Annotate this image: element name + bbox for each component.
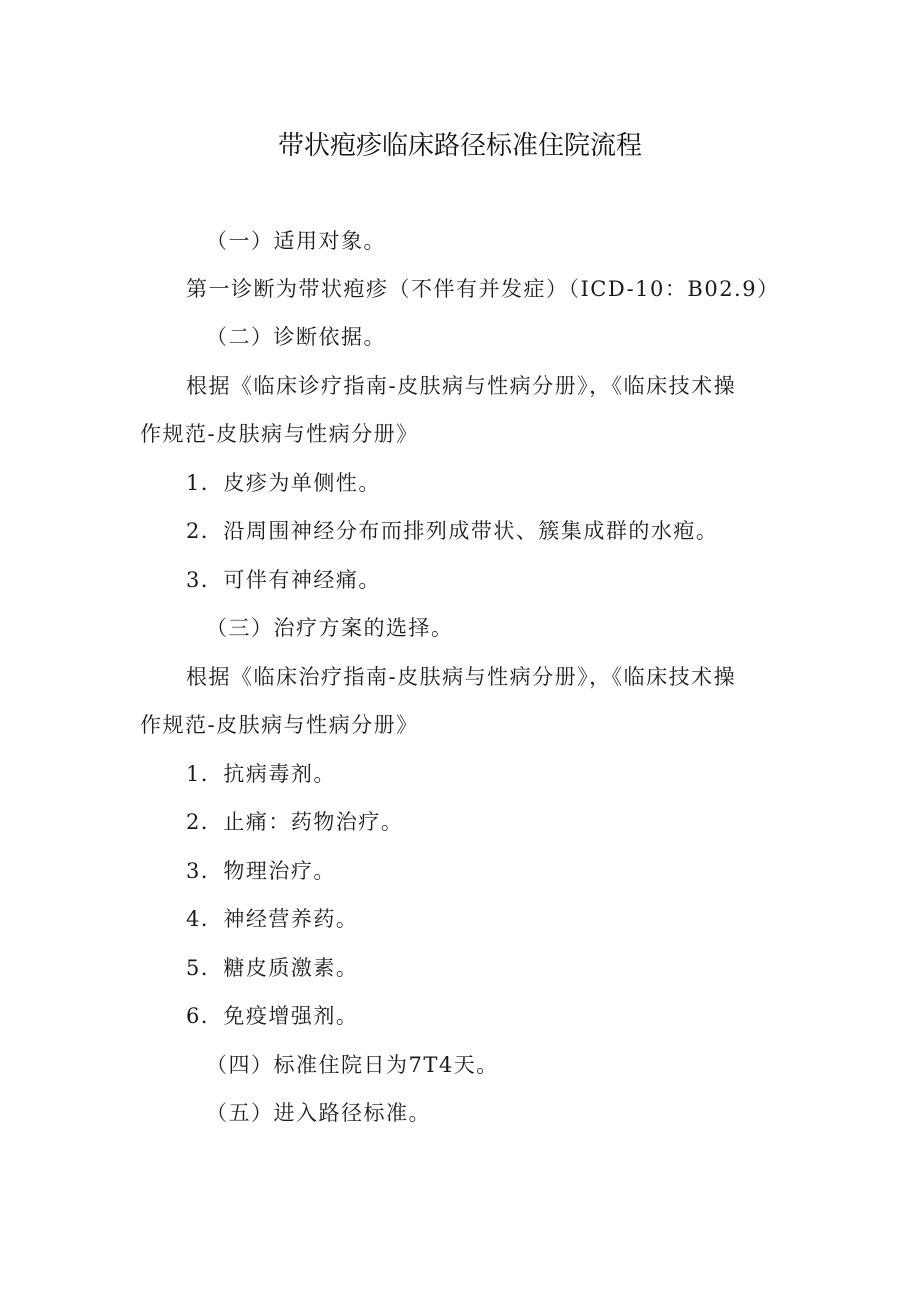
list-item-treatment-6: 6．免疫增强剂。 [186, 1004, 359, 1028]
list-item-diagnosis-2: 2．沿周围神经分布而排列成带状、簇集成群的水疱。 [186, 519, 719, 543]
paragraph-treatment-reference-line1: 根据《临床治疗指南-皮肤病与性病分册》，《临床技术操 [186, 665, 737, 689]
list-item-treatment-5: 5．糖皮质激素。 [186, 956, 359, 980]
list-item-diagnosis-1: 1．皮疹为单侧性。 [186, 471, 381, 495]
list-item-diagnosis-3: 3．可伴有神经痛。 [186, 568, 381, 592]
list-item-treatment-2: 2．止痛：药物治疗。 [186, 810, 404, 834]
paragraph-treatment-reference-line2: 作规范-皮肤病与性病分册》 [140, 713, 419, 737]
list-item-treatment-4: 4．神经营养药。 [186, 907, 359, 931]
section-heading-treatment-choice: （三）治疗方案的选择。 [206, 616, 454, 640]
document-title: 带状疱疹临床路径标准住院流程 [277, 131, 642, 161]
section-heading-applicable-object: （一）适用对象。 [206, 229, 386, 253]
section-heading-diagnosis-basis: （二）诊断依据。 [206, 325, 386, 349]
list-item-treatment-1: 1．抗病毒剂。 [186, 762, 336, 786]
paragraph-first-diagnosis: 第一诊断为带状疱疹（不伴有并发症）（ICD-10：B02.9） [186, 277, 780, 301]
paragraph-diagnosis-reference-line1: 根据《临床诊疗指南-皮肤病与性病分册》，《临床技术操 [186, 374, 737, 398]
paragraph-diagnosis-reference-line2: 作规范-皮肤病与性病分册》 [140, 422, 419, 446]
list-item-treatment-3: 3．物理治疗。 [186, 859, 336, 883]
section-heading-hospital-stay: （四）标准住院日为7T4天。 [206, 1053, 499, 1077]
section-heading-pathway-entry: （五）进入路径标准。 [206, 1101, 431, 1125]
